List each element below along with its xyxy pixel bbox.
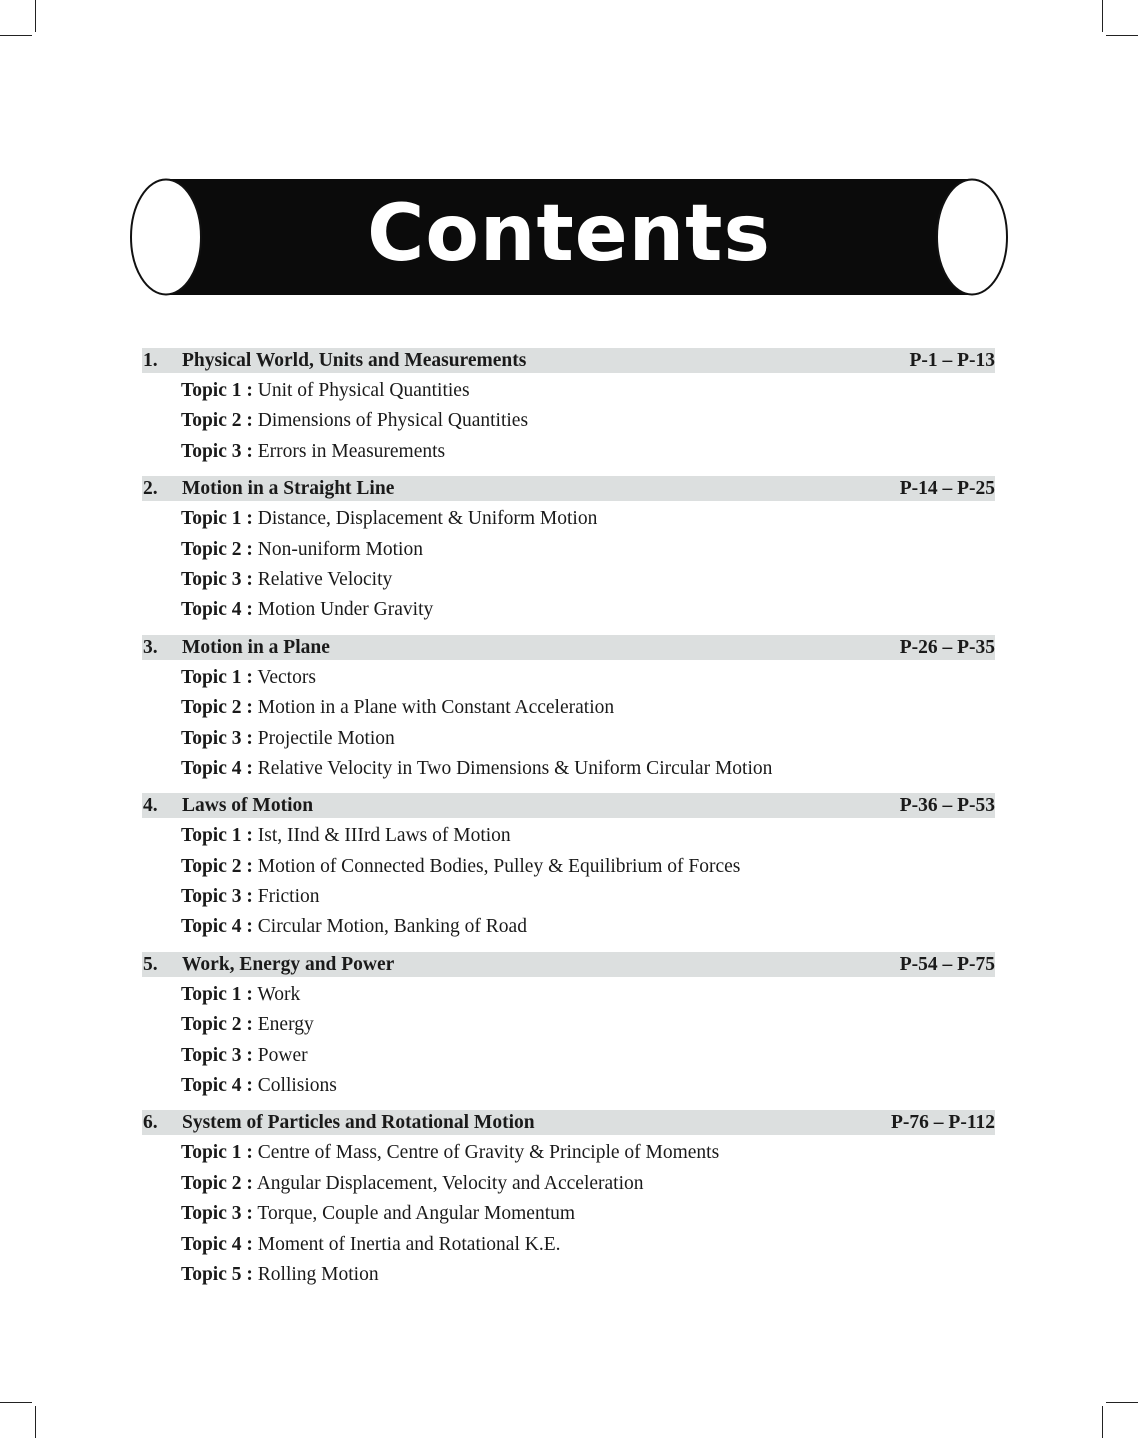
crop-mark: [35, 1406, 36, 1438]
topic-label: Topic 2 :: [181, 697, 253, 719]
chapter-header: [142, 348, 995, 373]
chapter-title: Work, Energy and Power: [182, 953, 395, 975]
topic-label: Topic 3 :: [181, 440, 253, 462]
chapter-title: Motion in a Straight Line: [182, 478, 395, 500]
topic-label: Topic 3 :: [181, 886, 253, 908]
topic-label: Topic 3 :: [181, 568, 253, 590]
topic-item: [142, 724, 995, 754]
topic-item: [142, 1071, 995, 1101]
chapter-header: [142, 793, 995, 818]
chapter-page-range: P-1 – P-13: [909, 350, 995, 371]
topic-label: Topic 2 :: [181, 410, 253, 432]
topic-label: Topic 1 :: [181, 983, 253, 1005]
chapter-number: 4.: [143, 795, 158, 817]
topic-item: [142, 980, 995, 1010]
topic-list: [142, 660, 995, 785]
chapter-title: Motion in a Plane: [182, 636, 330, 658]
chapter-number: 2.: [143, 478, 158, 500]
topic-text: Power: [257, 1044, 308, 1066]
chapter-entry: [142, 635, 995, 785]
topic-text: Ist, IInd & IIIrd Laws of Motion: [257, 825, 511, 847]
crop-mark: [35, 0, 36, 32]
topic-item: [142, 595, 995, 625]
topic-text: Friction: [257, 886, 320, 908]
topic-label: Topic 2 :: [181, 538, 253, 560]
topic-list: [142, 818, 995, 943]
topic-label: Topic 2 :: [181, 1172, 253, 1194]
topic-label: Topic 2 :: [181, 855, 253, 877]
topic-label: Topic 4 :: [181, 1233, 253, 1255]
chapter-title: Laws of Motion: [182, 795, 314, 817]
chapter-page-range: P-54 – P-75: [899, 953, 995, 975]
chapter-title: System of Particles and Rotational Motion: [182, 1112, 535, 1134]
topic-text: Rolling Motion: [257, 1263, 379, 1285]
chapter-number: 6.: [143, 1112, 158, 1134]
topic-item: [142, 852, 995, 882]
topic-list: [142, 373, 995, 467]
chapter-entry: [142, 952, 995, 1102]
contents-banner: [130, 178, 1008, 296]
crop-mark: [1106, 1402, 1138, 1403]
topic-item: [142, 912, 995, 942]
crop-mark: [1106, 35, 1138, 36]
topic-text: Unit of Physical Quantities: [257, 380, 470, 401]
chapter-header: [142, 476, 995, 501]
topic-item: [142, 376, 995, 406]
topic-text: Centre of Mass, Centre of Gravity & Principle of Moments: [257, 1142, 720, 1164]
topic-item: [142, 1041, 995, 1071]
topic-item: [142, 754, 995, 784]
topic-text: Collisions: [257, 1075, 337, 1097]
chapter-number: 5.: [143, 953, 158, 975]
topic-label: Topic 5 :: [181, 1263, 253, 1285]
topic-text: Torque, Couple and Angular Momentum: [257, 1203, 576, 1225]
topic-item: [142, 535, 995, 565]
topic-label: Topic 1 :: [181, 666, 253, 688]
topic-text: Errors in Measurements: [257, 440, 446, 462]
crop-mark: [0, 1402, 32, 1403]
chapter-page-range: P-14 – P-25: [899, 478, 995, 500]
topic-item: [142, 406, 995, 436]
topic-list: [142, 1135, 995, 1290]
topic-item: [142, 693, 995, 723]
topic-item: [142, 565, 995, 595]
topic-item: [142, 1260, 995, 1290]
topic-item: [142, 504, 995, 534]
topic-text: Motion Under Gravity: [257, 599, 434, 621]
topic-list: [142, 977, 995, 1102]
crop-mark: [1102, 1406, 1103, 1438]
topic-item: [142, 1169, 995, 1199]
topic-label: Topic 4 :: [181, 916, 253, 938]
topic-text: Angular Displacement, Velocity and Acceleration: [256, 1172, 644, 1194]
chapter-page-range: P-36 – P-53: [899, 795, 995, 817]
topic-item: [142, 1230, 995, 1260]
topic-label: Topic 3 :: [181, 1203, 253, 1225]
topic-text: Vectors: [257, 666, 316, 688]
topic-label: Topic 1 :: [181, 508, 253, 530]
topic-text: Motion of Connected Bodies, Pulley & Equilibrium of Forces: [257, 855, 741, 877]
topic-item: [142, 821, 995, 851]
topic-item: [142, 1199, 995, 1229]
topic-text: Moment of Inertia and Rotational K.E.: [257, 1233, 561, 1255]
topic-text: Relative Velocity: [257, 568, 393, 590]
chapter-header: [142, 952, 995, 977]
topic-text: Projectile Motion: [257, 727, 395, 749]
chapter-entry: [142, 1110, 995, 1290]
topic-list: [142, 501, 995, 626]
chapter-header: [142, 1110, 995, 1135]
chapter-number: 3.: [143, 636, 158, 658]
topic-text: Distance, Displacement & Uniform Motion: [257, 508, 598, 530]
table-of-contents: [142, 348, 995, 1299]
topic-label: Topic 1 :: [181, 825, 253, 847]
crop-mark: [1102, 0, 1103, 32]
topic-text: Circular Motion, Banking of Road: [257, 916, 527, 938]
chapter-page-range: P-26 – P-35: [899, 636, 995, 658]
chapter-title: Physical World, Units and Measurements: [182, 350, 527, 371]
topic-label: Topic 2 :: [181, 1014, 253, 1036]
topic-label: Topic 3 :: [181, 727, 253, 749]
topic-text: Dimensions of Physical Quantities: [257, 410, 529, 432]
topic-text: Relative Velocity in Two Dimensions & Uniform Circular Motion: [257, 757, 773, 779]
topic-text: Non-uniform Motion: [257, 538, 423, 560]
topic-text: Work: [257, 983, 301, 1005]
chapter-entry: [142, 348, 995, 467]
topic-item: [142, 1138, 995, 1168]
topic-item: [142, 1010, 995, 1040]
chapter-page-range: P-76 – P-112: [891, 1112, 995, 1134]
chapter-header: [142, 635, 995, 660]
topic-label: Topic 4 :: [181, 757, 253, 779]
chapter-entry: [142, 793, 995, 943]
topic-label: Topic 3 :: [181, 1044, 253, 1066]
topic-label: Topic 4 :: [181, 599, 253, 621]
topic-text: Motion in a Plane with Constant Acceleration: [257, 697, 615, 719]
page-title: Contents: [367, 189, 771, 279]
topic-text: Energy: [257, 1014, 314, 1036]
topic-label: Topic 1 :: [181, 1142, 253, 1164]
crop-mark: [0, 35, 32, 36]
chapter-entry: [142, 476, 995, 626]
topic-item: [142, 882, 995, 912]
topic-item: [142, 663, 995, 693]
topic-label: Topic 4 :: [181, 1075, 253, 1097]
topic-item: [142, 437, 995, 467]
topic-label: Topic 1 :: [181, 380, 253, 401]
chapter-number: 1.: [143, 350, 158, 371]
